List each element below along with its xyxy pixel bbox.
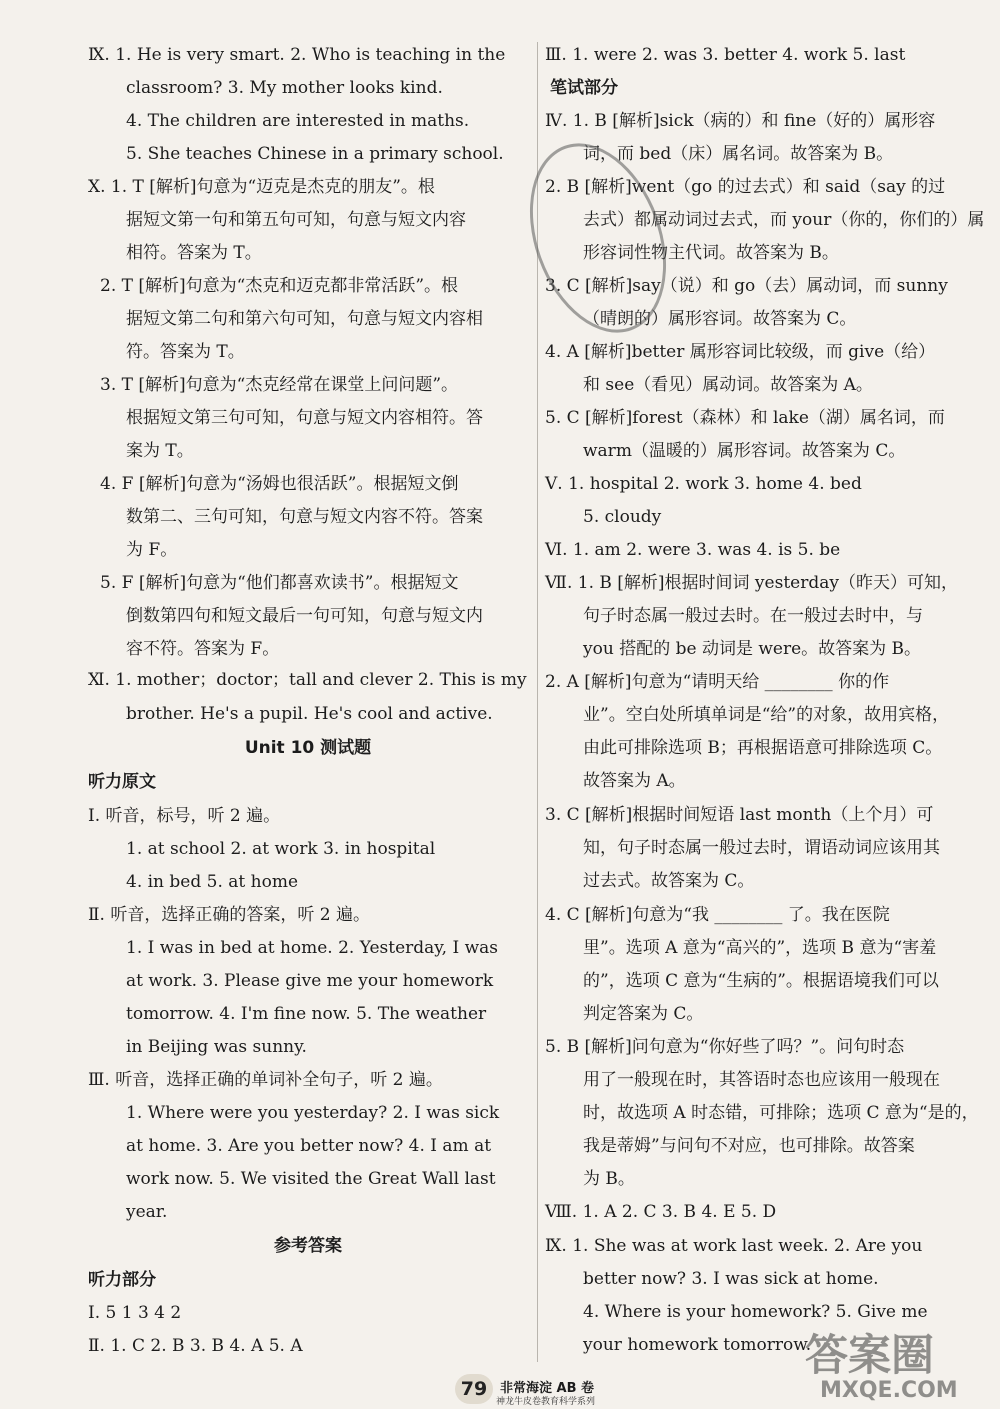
text-line: Ⅱ. 听音，选择正确的答案，听 2 遍。 [88, 905, 370, 925]
text-line: Ⅹ. 1. T [解析]句意为“迈克是杰克的朋友”。根 [88, 177, 435, 197]
text-line: you 搭配的 be 动词是 were。故答案为 B。 [583, 639, 922, 659]
text-line: 我是蒂姆”与问句不对应，也可排除。故答案 [583, 1136, 915, 1156]
text-line: 倒数第四句和短文最后一句可知，句意与短文内 [126, 606, 483, 626]
section-title: 参考答案 [274, 1236, 342, 1256]
text-line: Ⅸ. 1. She was at work last week. 2. Are you [545, 1236, 923, 1256]
text-line: Ⅵ. 1. am 2. were 3. was 4. is 5. be [545, 540, 841, 560]
text-line: Ⅰ. 听音，标号，听 2 遍。 [88, 806, 281, 826]
text-line: Ⅰ. 5 1 3 4 2 [88, 1303, 182, 1323]
text-line: 相符。答案为 T。 [126, 243, 262, 263]
text-line: 据短文第二句和第六句可知，句意与短文内容相 [126, 309, 483, 329]
text-line: 1. I was in bed at home. 2. Yesterday, I was [126, 938, 498, 958]
text-line: 1. at school 2. at work 3. in hospital [126, 839, 436, 859]
text-line: 判定答案为 C。 [583, 1004, 704, 1024]
text-line: your homework tomorrow. [583, 1335, 812, 1355]
text-line: 2. T [解析]句意为“杰克和迈克都非常活跃”。根 [100, 276, 459, 296]
text-line: 里”。选项 A 意为“高兴的”，选项 B 意为“害羞 [583, 938, 937, 958]
text-line: 4. F [解析]句意为“汤姆也很活跃”。根据短文倒 [100, 474, 459, 494]
section-heading: 听力原文 [88, 772, 156, 792]
text-line: 知，句子时态属一般过去时，谓语动词应该用其 [583, 838, 940, 858]
text-line: 4. Where is your homework? 5. Give me [583, 1302, 928, 1322]
text-line: 3. C [解析]say（说）和 go（去）属动词，而 sunny [545, 276, 948, 296]
watermark-logo: 答案圈 [805, 1331, 934, 1381]
text-line: 5. F [解析]句意为“他们都喜欢读书”。根据短文 [100, 573, 459, 593]
section-title: Unit 10 测试题 [244, 738, 372, 758]
text-line: tomorrow. 4. I'm fine now. 5. The weather [126, 1004, 487, 1024]
text-line: 数第二、三句可知，句意与短文内容不符。答案 [126, 507, 483, 527]
text-line: 容不符。答案为 F。 [126, 639, 280, 659]
text-line: 4. C [解析]句意为“我 ________ 了。我在医院 [545, 905, 890, 925]
text-line: 5. C [解析]forest（森林）和 lake（湖）属名词，而 [545, 408, 945, 428]
text-line: 根据短文第三句可知，句意与短文内容相符。答 [126, 408, 483, 428]
text-line: 时，故选项 A 时态错，可排除；选项 C 意为“是的， [583, 1103, 979, 1123]
text-line: 去式）都属动词过去式，而 your（你的，你们的）属 [583, 210, 985, 230]
section-heading: 听力部分 [88, 1270, 156, 1290]
text-line: Ⅲ. 1. were 2. was 3. better 4. work 5. last [545, 45, 906, 65]
text-line: Ⅳ. 1. B [解析]sick（病的）和 fine（好的）属形容 [545, 111, 936, 131]
text-line: 5. She teaches Chinese in a primary school. [126, 144, 504, 164]
text-line: 2. B [解析]went（go 的过去式）和 said（say 的过 [545, 177, 946, 197]
text-line: 1. Where were you yesterday? 2. I was sick [126, 1103, 500, 1123]
text-line: Ⅶ. 1. B [解析]根据时间词 yesterday（昨天）可知， [545, 573, 958, 593]
text-line: 业”。空白处所填单词是“给”的对象，故用宾格， [583, 705, 950, 725]
text-line: better now? 3. I was sick at home. [583, 1269, 879, 1289]
text-line: 符。答案为 T。 [126, 342, 245, 362]
book-title: 非常海淀 AB 卷 [500, 1381, 595, 1396]
watermark-url: MXQE.COM [820, 1378, 958, 1403]
text-line: 由此可排除选项 B；再根据语意可排除选项 C。 [583, 738, 943, 758]
text-line: work now. 5. We visited the Great Wall last [126, 1169, 496, 1189]
text-line: 据短文第一句和第五句可知，句意与短文内容 [126, 210, 466, 230]
text-line: 形容词性物主代词。故答案为 B。 [583, 243, 839, 263]
text-line: 3. T [解析]句意为“杰克经常在课堂上问问题”。 [100, 375, 459, 395]
text-line: 5. B [解析]问句意为“你好些了吗？”。问句时态 [545, 1037, 905, 1057]
book-series: 神龙牛皮卷教育科学系列 [496, 1397, 596, 1407]
text-line: year. [126, 1202, 168, 1222]
text-line: at work. 3. Please give me your homework [126, 971, 494, 991]
text-line: at home. 3. Are you better now? 4. I am at [126, 1136, 492, 1156]
text-line: in Beijing was sunny. [126, 1037, 307, 1057]
text-line: 故答案为 A。 [583, 771, 686, 791]
text-line: （晴朗的）属形容词。故答案为 C。 [583, 309, 857, 329]
text-line: 句子时态属一般过去时。在一般过去时中，与 [583, 606, 923, 626]
text-line: 用了一般现在时，其答语时态也应该用一般现在 [583, 1070, 940, 1090]
text-line: 4. The children are interested in maths. [126, 111, 470, 131]
text-line: Ⅲ. 听音，选择正确的单词补全句子，听 2 遍。 [88, 1070, 443, 1090]
text-line: 词，而 bed（床）属名词。故答案为 B。 [583, 144, 894, 164]
text-line: 的”，选项 C 意为“生病的”。根据语境我们可以 [583, 971, 939, 991]
text-line: 案为 T。 [126, 441, 194, 461]
text-line: 为 F。 [126, 540, 178, 560]
page-number: 79 [455, 1374, 493, 1404]
text-line: classroom? 3. My mother looks kind. [126, 78, 443, 98]
text-line: 4. in bed 5. at home [126, 872, 299, 892]
text-line: 5. cloudy [583, 507, 662, 527]
text-line: warm（温暖的）属形容词。故答案为 C。 [583, 441, 906, 461]
text-line: brother. He's a pupil. He's cool and active. [126, 704, 493, 724]
section-heading: 笔试部分 [550, 78, 618, 98]
text-line: Ⅸ. 1. He is very smart. 2. Who is teaching in the [88, 45, 506, 65]
text-line: Ⅱ. 1. C 2. B 3. B 4. A 5. A [88, 1336, 303, 1356]
text-line: 2. A [解析]句意为“请明天给 ________ 你的作 [545, 672, 890, 692]
text-line: Ⅷ. 1. A 2. C 3. B 4. E 5. D [545, 1202, 777, 1222]
text-line: Ⅴ. 1. hospital 2. work 3. home 4. bed [545, 474, 862, 494]
text-line: 和 see（看见）属动词。故答案为 A。 [583, 375, 873, 395]
text-line: 过去式。故答案为 C。 [583, 871, 755, 891]
text-line: 4. A [解析]better 属形容词比较级，而 give（给） [545, 342, 936, 362]
text-line: Ⅺ. 1. mother；doctor；tall and clever 2. This is my [88, 670, 527, 690]
text-line: 3. C [解析]根据时间短语 last month（上个月）可 [545, 805, 934, 825]
text-line: 为 B。 [583, 1169, 635, 1189]
